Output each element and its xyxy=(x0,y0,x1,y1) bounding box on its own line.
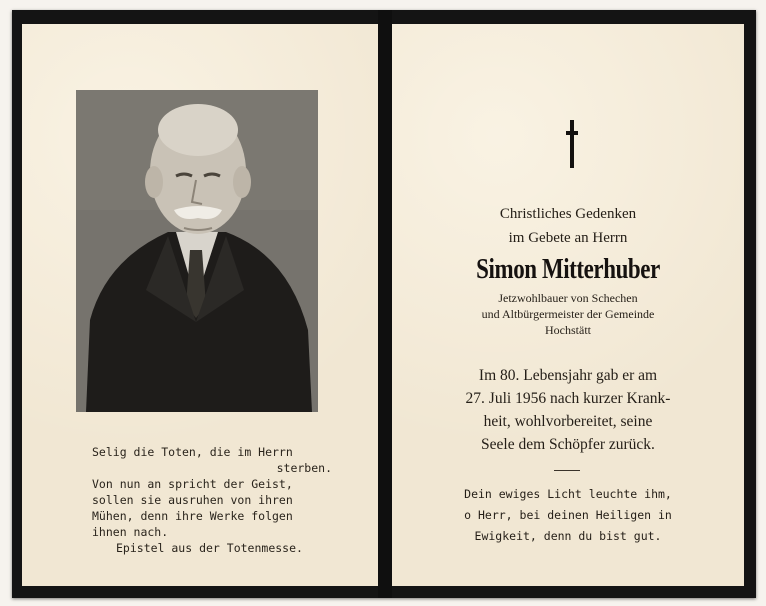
prayer-line: Dein ewiges Licht leuchte ihm, xyxy=(464,487,672,501)
death-line: Im 80. Lebensjahr gab er am xyxy=(478,367,658,384)
gedenken-line: Christliches Gedenken xyxy=(499,206,637,222)
title-line: und Altbürgermeister der Gemeinde xyxy=(481,307,655,321)
prayer-text xyxy=(392,484,744,547)
title-line: Hochstätt xyxy=(545,323,591,337)
memorial-card xyxy=(12,10,756,598)
verse-line: Von nun an spricht der Geist, xyxy=(92,477,293,491)
verse-line: sollen sie ausruhen von ihren xyxy=(92,493,293,507)
death-line: heit, wohlvorbereitet, seine xyxy=(483,413,653,430)
card-fold xyxy=(378,10,392,598)
left-panel xyxy=(22,24,378,586)
verse-line: ihnen nach. xyxy=(92,525,169,539)
verse-line: Mühen, denn ihre Werke folgen xyxy=(92,509,293,523)
right-panel xyxy=(392,24,744,586)
bible-verse xyxy=(92,444,332,556)
death-line: 27. Juli 1956 nach kurzer Krank- xyxy=(465,390,671,407)
deceased-name: Simon Mitterhuber xyxy=(476,254,660,285)
verse-line: sterben. xyxy=(276,461,332,475)
death-notice xyxy=(392,364,744,456)
cross-icon xyxy=(566,120,578,168)
separator-line xyxy=(554,470,580,471)
death-line: Seele dem Schöpfer zurück. xyxy=(481,436,655,453)
prayer-line: o Herr, bei deinen Heiligen in xyxy=(464,508,672,522)
prayer-line: Ewigkeit, denn du bist gut. xyxy=(474,529,662,543)
verse-line: Selig die Toten, die im Herrn xyxy=(92,445,293,459)
portrait-illustration xyxy=(76,90,318,412)
title-line: Jetzwohlbauer von Schechen xyxy=(498,291,638,305)
gedenken-line: im Gebete an Herrn xyxy=(508,230,628,246)
gedenken-heading xyxy=(392,202,744,250)
verse-source: Epistel aus der Totenmesse. xyxy=(116,541,303,555)
deceased-title xyxy=(392,290,744,338)
portrait-photo xyxy=(76,90,318,412)
